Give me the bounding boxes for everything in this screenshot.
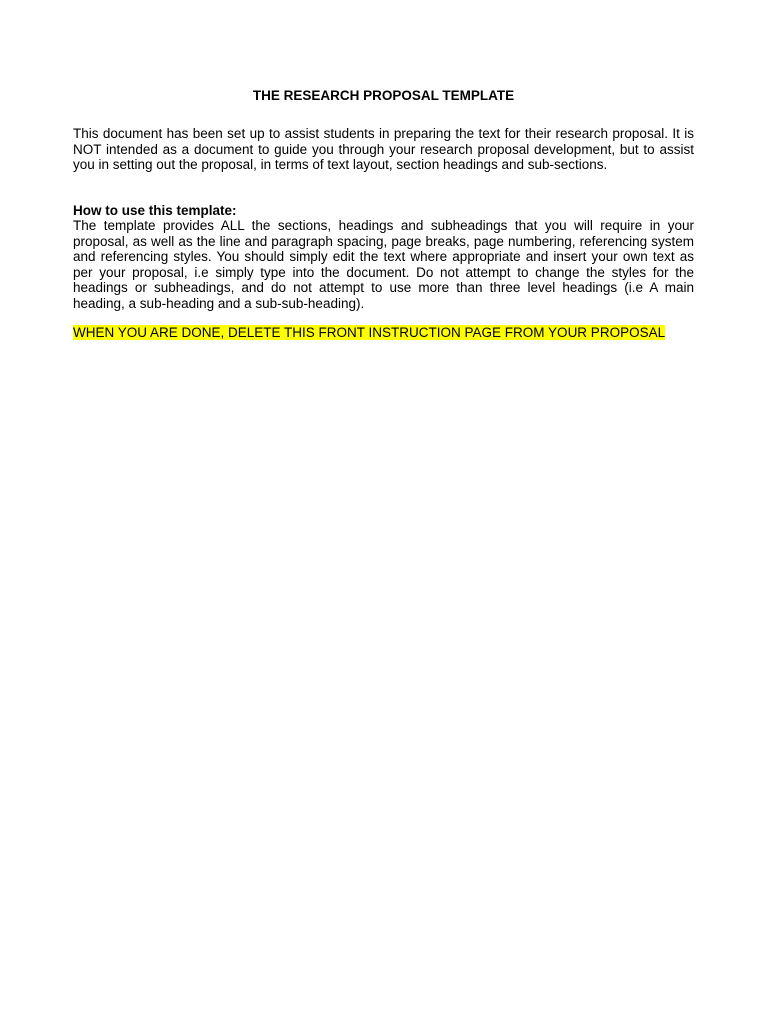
page-content: [73, 87, 694, 341]
delete-instruction-warning: [73, 325, 694, 341]
how-to-paragraph: The template provides ALL the sections, headings and subheadings that you will require in your proposal, as well as the line and paragraph spacing, page breaks, page numbering, referencing system and referencing styles. You should simply edit the text where appropriate and insert your own text as per your proposal, i.e simply type into the document. Do not attempt to change the styles for the headings or subheadings, and do not attempt to use more than three level headings (i.e A main heading, a sub-heading and a sub-sub-heading).: [73, 218, 694, 311]
how-to-heading: How to use this template:: [73, 202, 237, 218]
highlighted-warning-text: WHEN YOU ARE DONE, DELETE THIS FRONT INSTRUCTION PAGE FROM YOUR PROPOSAL: [73, 325, 666, 340]
document-title: THE RESEARCH PROPOSAL TEMPLATE: [252, 88, 515, 103]
intro-paragraph: This document has been set up to assist students in preparing the text for their research proposal. It is NOT intended as a document to guide you through your research proposal development, but to assist you in setting out the proposal, in terms of text layout, section headings and sub-sections.: [73, 126, 694, 172]
